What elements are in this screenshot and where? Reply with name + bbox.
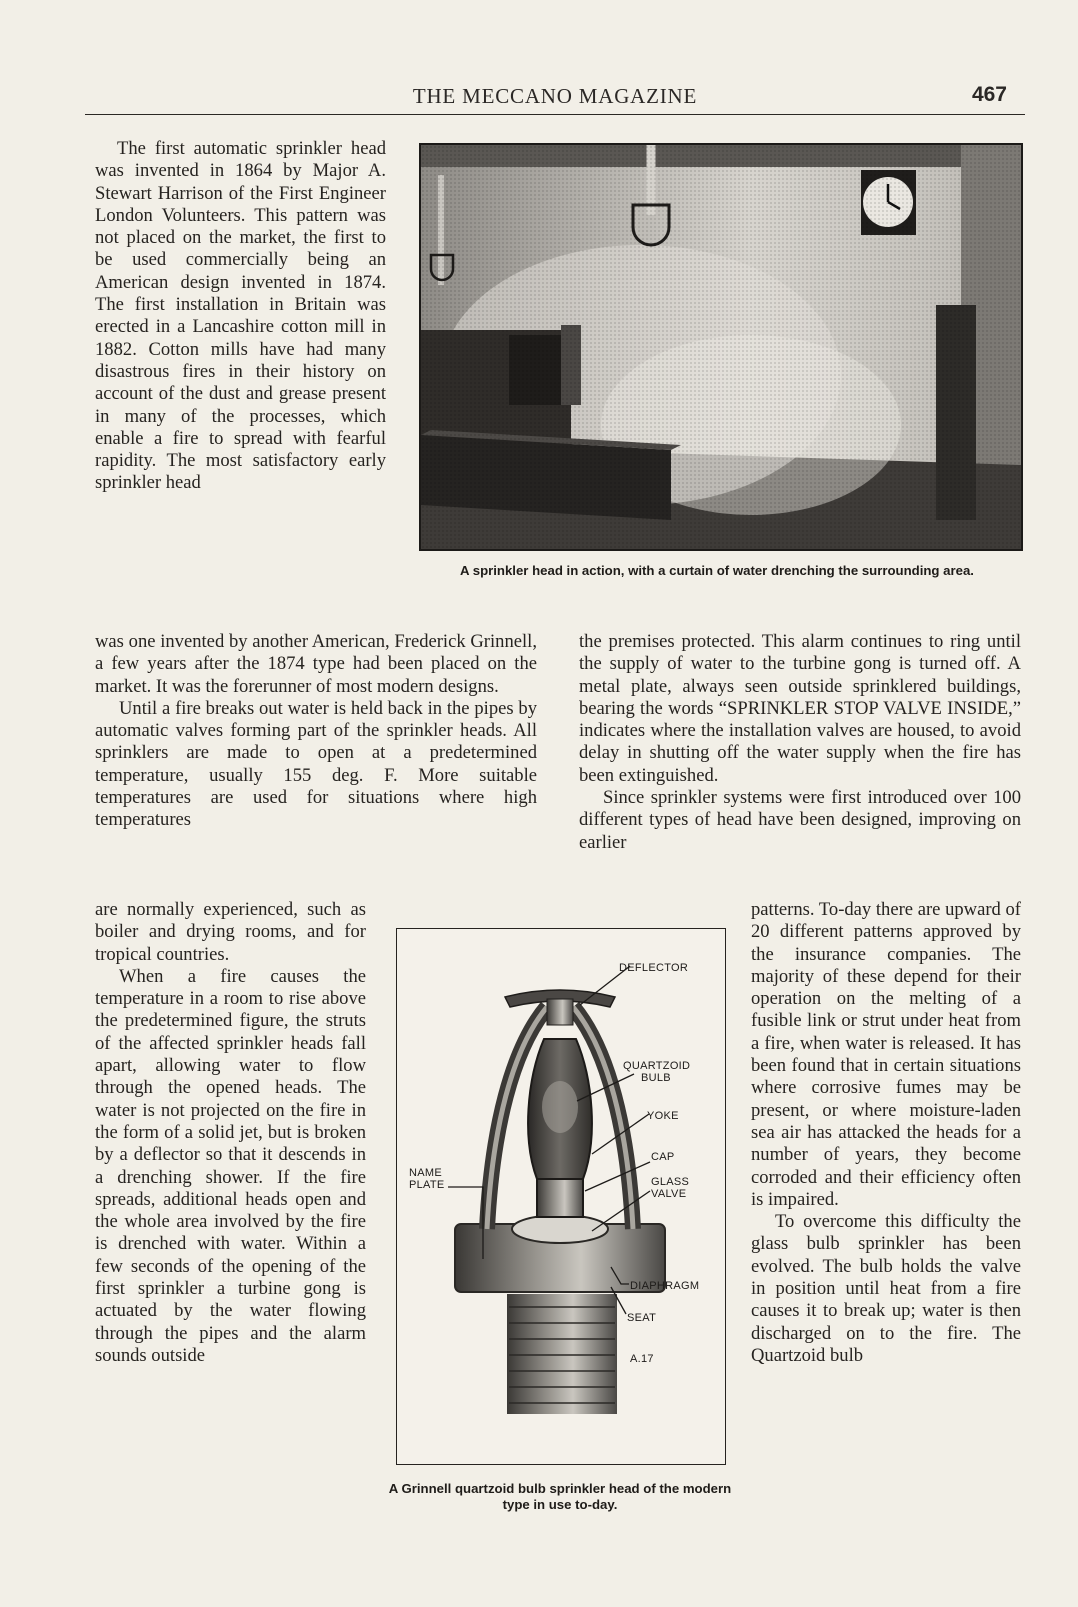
magazine-title: THE MECCANO MAGAZINE <box>412 84 698 108</box>
paragraph: Until a fire breaks out water is held back in the pipes by automatic valves forming part of the sprinkler heads. All sprinklers are made to open at a predetermined temperature, usually 155 deg. F. More suitable temperatures are used for situations where high temperatures <box>95 697 537 831</box>
photo-caption: A sprinkler head in action, with a curtain of water drenching the surrounding area. <box>460 563 974 578</box>
label-quartzoid-2: BULB <box>641 1072 671 1084</box>
label-glass-1: GLASS <box>651 1176 690 1188</box>
paragraph: When a fire causes the temperature in a room to rise above the predetermined figure, the struts of the affected sprinkler heads fall apart, allowing water to flow through the opened heads. The water is not projected on the fire in the form of a solid jet, but is broken by a deflector so that it descends in a drenching shower. If the fire spreads, additional heads open and the whole area involved by the fire is drenched with water. Within a few seconds of the opening of the first sprinkler a turbine gong is actuated by the water flowing through the pipes and the alarm sounds outside <box>95 965 366 1366</box>
paragraph: the premises protected. This alarm continues to ring until the supply of water to the turbine gong is turned off. A metal plate, always seen outside sprinklered buildings, bearing the words “SPRINKLER STOP VALVE INSIDE,” indicates where the installation valves are housed, to avoid delay in shutting off the water supply when the fire has been extinguished. <box>579 631 1021 786</box>
sprinkler-diagram <box>396 928 726 1465</box>
label-seat: SEAT <box>627 1312 657 1324</box>
col1-bottom <box>95 899 366 1524</box>
col1-middle <box>95 631 537 899</box>
col2-middle <box>579 631 1021 899</box>
label-name-2: PLATE <box>409 1179 445 1191</box>
label-quartzoid-1: QUARTZOID <box>623 1060 691 1072</box>
paragraph: patterns. To-day there are upward of 20 different patterns approved by the insurance companies. The majority of these depend for their operation on the melting of a fusible link or strut under heat from a fire, when water is released. It has been found that in certain situations where corrosive fumes may be present, or where moisture-laden sea air has attacked the heads for a number of years, they become corroded and their efficiency often is impaired. <box>751 899 1021 1210</box>
paragraph: To overcome this difficulty the glass bulb sprinkler has been evolved. The bulb holds the valve in position until heat from a fire causes it to break up; water is then discharged on to the fire. The Quartzoid bulb <box>751 1211 1021 1366</box>
page-number: 467 <box>971 83 1007 106</box>
diagram-caption: A Grinnell quartzoid bulb sprinkler head of the modern type in use to-day. <box>388 1481 732 1512</box>
label-code: A.17 <box>630 1353 654 1365</box>
paragraph: was one invented by another American, Frederick Grinnell, a few years after the 1874 type had been placed on the market. It was the forerunner of most modern designs. <box>95 631 537 697</box>
label-name-1: NAME <box>409 1167 442 1179</box>
sprinkler-photo <box>419 143 1023 551</box>
paragraph: Since sprinkler systems were first introduced over 100 different types of head have been designed, improving on earlier <box>579 787 1021 853</box>
col2-bottom <box>751 899 1021 1524</box>
paragraph: are normally experienced, such as boiler and drying rooms, and for tropical countries. <box>95 899 366 965</box>
paragraph: The first automatic sprinkler head was invented in 1864 by Major A. Stewart Harrison of the First Engineer London Volunteers. This pattern was not placed on the market, the first to be used commercially being an American design invented in 1874. The first installation in Britain was erected in a Lancashire cotton mill in 1882. Cotton mills have had many disastrous fires in their history on account of the dust and grease present in many of the processes, which enable a fire to spread with fearful rapidity. The most satisfactory early sprinkler head <box>95 138 386 494</box>
label-deflector: DEFLECTOR <box>619 962 689 974</box>
label-glass-2: VALVE <box>651 1188 687 1200</box>
label-cap: CAP <box>651 1151 675 1163</box>
running-head <box>85 84 1025 115</box>
col1-top <box>95 138 386 632</box>
label-yoke: YOKE <box>647 1110 679 1122</box>
label-diaphragm: DIAPHRAGM <box>630 1280 700 1292</box>
